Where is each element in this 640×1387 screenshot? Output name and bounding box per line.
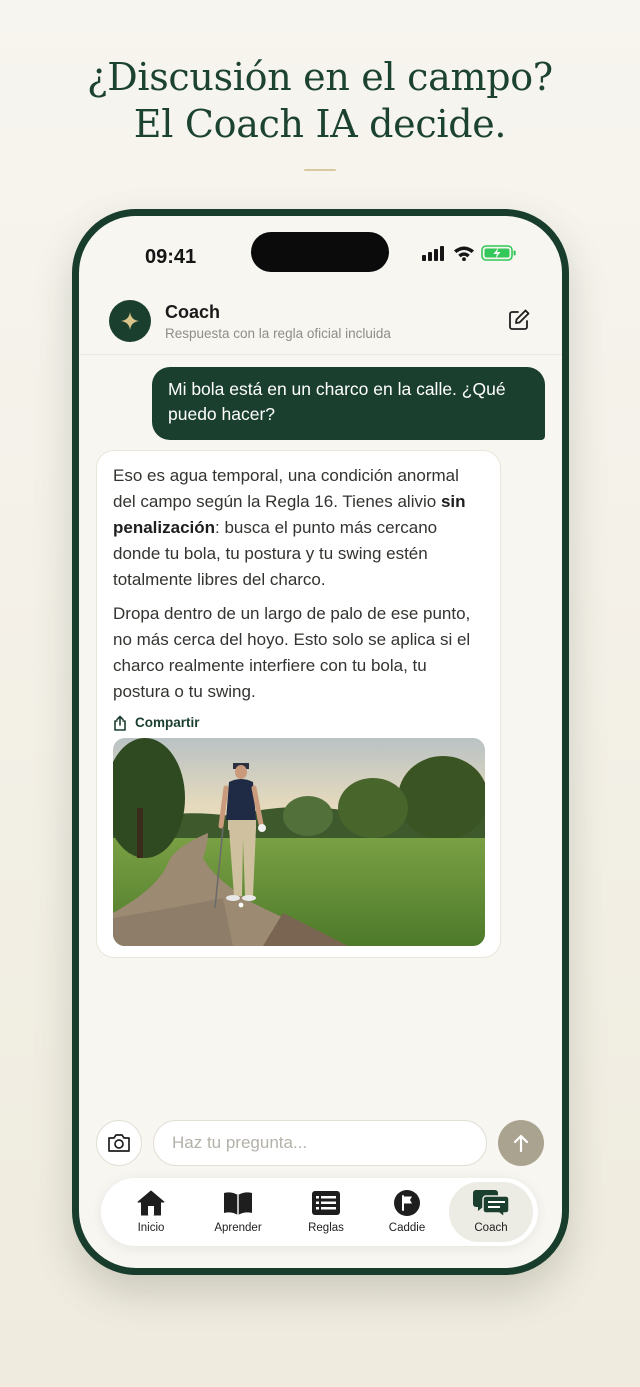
reply-paragraph-1 <box>113 463 484 593</box>
tab-label-reglas: Reglas <box>308 1222 344 1234</box>
tab-label-aprender: Aprender <box>214 1222 262 1234</box>
flag-icon <box>393 1189 421 1217</box>
book-icon <box>222 1190 254 1216</box>
coach-avatar <box>109 300 151 342</box>
golfer-photo <box>113 738 485 946</box>
tab-label-caddie: Caddie <box>388 1222 426 1234</box>
tab-reglas[interactable] <box>295 1178 357 1246</box>
compose-icon <box>507 308 531 332</box>
reply-paragraph-2: Dropa dentro de un largo de palo de ese punto, no más cerca del hoyo. Esto solo se aplica si el charco realmente interfiere con tu bola, tu postura o tu swing. <box>113 604 471 701</box>
headline-line-2: El Coach IA decide. <box>133 102 507 146</box>
app-screen <box>79 216 562 1268</box>
user-message: Mi bola está en un charco en la calle. ¿Qué puedo hacer? <box>152 367 545 440</box>
phone-frame <box>72 209 569 1275</box>
camera-button[interactable] <box>96 1120 142 1166</box>
rules-list-icon <box>311 1190 341 1216</box>
tab-label-coach: Coach <box>474 1222 508 1234</box>
coach-subtitle: Respuesta con la regla oficial incluida <box>165 326 391 341</box>
tab-coach[interactable] <box>449 1182 533 1242</box>
status-time: 09:41 <box>145 246 197 268</box>
chat-bubbles-icon <box>473 1188 509 1218</box>
headline-line-1: ¿Discusión en el campo? <box>87 55 553 99</box>
golf-course-illustration <box>113 738 485 946</box>
coach-name: Coach <box>165 302 221 322</box>
wifi-icon <box>453 245 475 261</box>
headline-divider <box>304 169 336 171</box>
tab-aprender[interactable] <box>203 1178 273 1246</box>
tab-bar <box>101 1178 538 1246</box>
cellular-signal-icon <box>421 245 447 261</box>
reply-p1-bold: sin penalización <box>113 492 466 537</box>
headline <box>0 54 640 148</box>
reply-p1-start: Eso es agua temporal, una condición anormal del campo según la Regla 16. Tienes alivio <box>113 466 459 511</box>
tab-caddie[interactable] <box>376 1178 438 1246</box>
home-icon <box>136 1189 166 1217</box>
sparkle-icon <box>120 311 140 331</box>
question-input[interactable] <box>153 1120 487 1166</box>
chat-header <box>79 286 562 355</box>
status-icons <box>421 244 517 262</box>
arrow-up-icon <box>512 1133 530 1153</box>
camera-icon <box>107 1133 131 1153</box>
share-label: Compartir <box>135 715 200 730</box>
share-icon <box>113 715 127 731</box>
dynamic-island <box>251 232 389 272</box>
new-chat-button[interactable] <box>507 308 531 332</box>
tab-inicio[interactable] <box>120 1178 182 1246</box>
send-button[interactable] <box>498 1120 544 1166</box>
reply-p1-end: : busca el punto más cercano donde tu bola, tu postura y tu swing estén totalmente libres del charco. <box>113 518 438 589</box>
tab-label-inicio: Inicio <box>137 1222 165 1234</box>
battery-charging-icon <box>481 244 517 262</box>
coach-reply <box>96 450 501 958</box>
share-button[interactable] <box>113 713 484 733</box>
